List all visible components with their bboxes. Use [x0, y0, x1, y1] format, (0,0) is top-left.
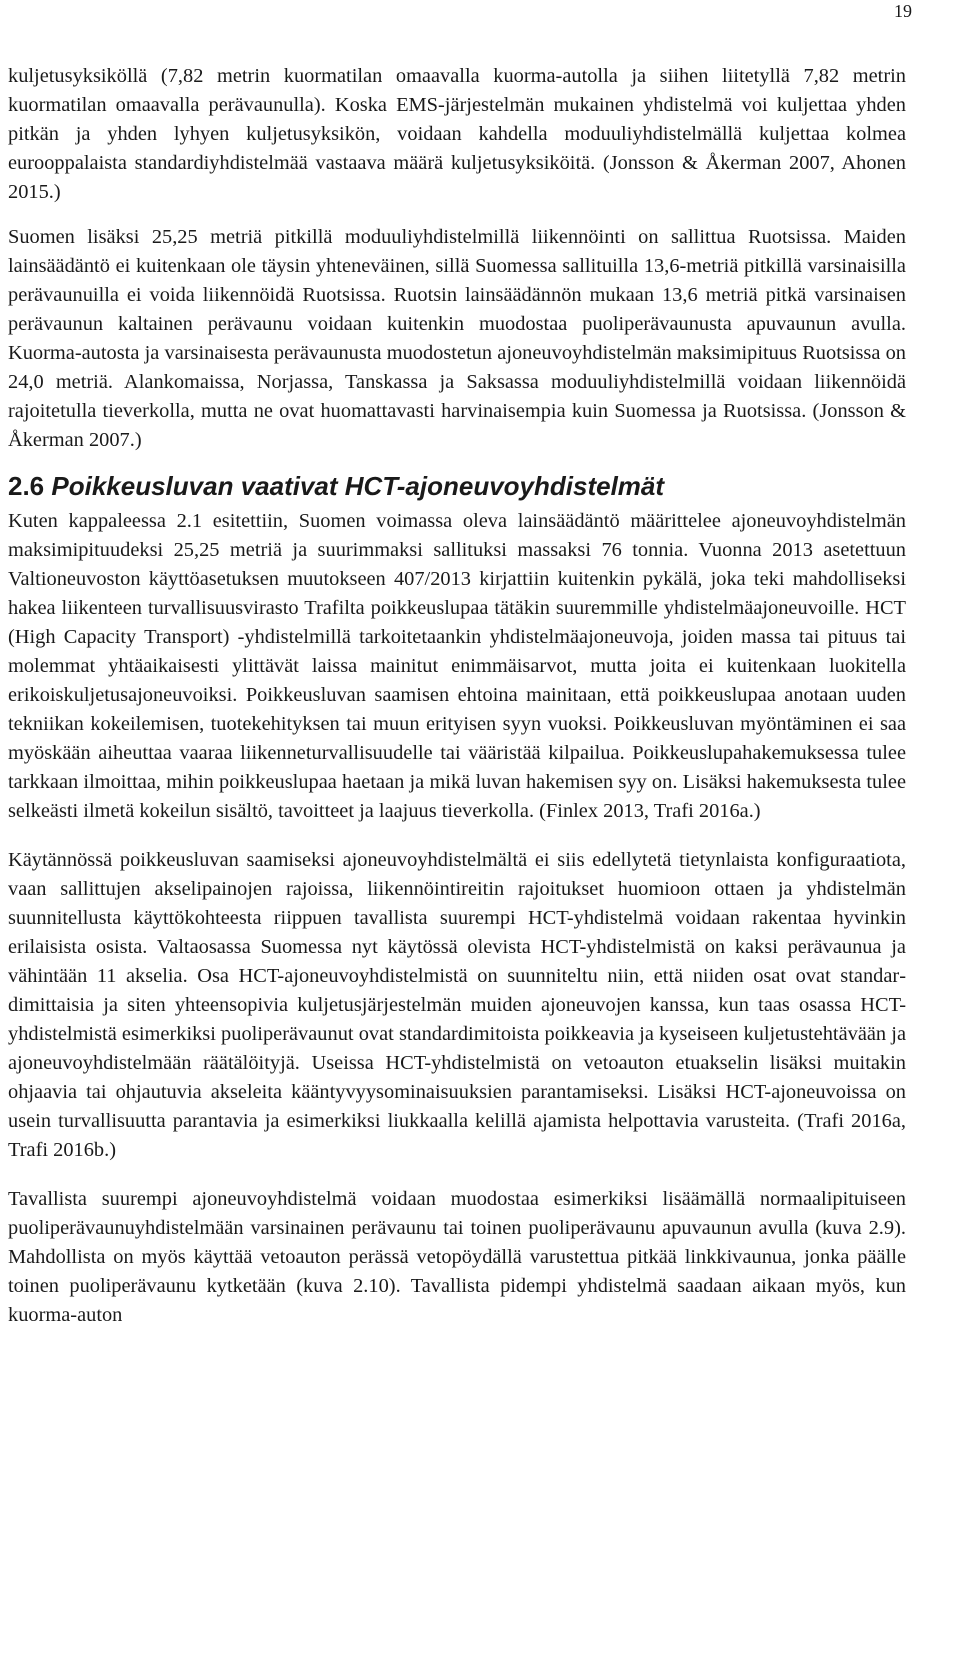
- section-title: Poikkeusluvan vaativat HCT-ajoneuvoyhdistelmät: [51, 471, 665, 501]
- paragraph-4: Käytännössä poikkeusluvan saamiseksi ajoneuvoyhdistelmältä ei siis edellytetä tietynlaista konfiguraatiota, vaan sallittujen akselipainojen rajoissa, liikennöintireitin rajoitukset huomioon ottaen ja yhdistelmän suunnitellusta käyttökohteesta riippuen tavallista suurempi HCT-yhdistelmä voidaan rakentaa hyvinkin erilaisista osista. Valtaosassa Suomessa nyt käytössä olevista HCT-yhdistelmistä on kaksi perävaunua ja vähintään 11 akselia. Osa HCT-ajoneuvoyhdistelmistä on suunniteltu niin, että niiden osat ovat standardimittaisia ja siten yhteensopivia kuljetusjärjestelmän muiden ajoneuvojen kanssa, kun taas osassa HCT-yhdistelmistä esimerkiksi puoliperävaunut ovat standardimitoista poikkeavia ja kyseiseen kuljetustehtävään ja ajoneuvoyhdistelmään räätälöityjä. Useissa HCT-yhdistelmistä on vetoauton etuakselin lisäksi muitakin ohjaavia tai ohjautuvia akseleita kääntyvyysominaisuuksien parantamiseksi. Lisäksi HCT-ajoneuvoissa on usein turvallisuutta parantavia ja esimerkiksi liukkaalla kelillä ajamista helpottavia varusteita. (Trafi 2016a, Trafi 2016b.): [8, 849, 906, 1161]
- section-number: 2.6: [8, 471, 45, 501]
- page-number: 19: [894, 1, 912, 21]
- paragraph-2: Suomen lisäksi 25,25 metriä pitkillä moduuliyhdistelmillä liikennöinti on sallittua Ruotsissa. Maiden lainsäädäntö ei kuitenkaan ole täysin yhteneväinen, sillä Suomessa sallituilla 13,6-metriä pitkillä varsinaisilla perävaunuilla ei voida liikennöidä Ruotsissa. Ruotsin lainsäädännön mukaan 13,6 metriä pitkä varsinaisen perävaunun kaltainen perävaunu voidaan kuitenkin muodostaa puoliperävaunusta apuvaunun avulla. Kuorma-autosta ja varsinaisesta perävaunusta muodostetun ajoneuvoyhdistelmän maksimipituus Ruotsissa on 24,0 metriä. Alankomaissa, Norjassa, Tanskassa ja Saksassa moduuliyhdistelmillä voidaan liikennöidä rajoitetulla tieverkolla, mutta ne ovat huomattavasti harvinaisempia kuin Suomessa ja Ruotsissa. (Jonsson & Åkerman 2007.): [8, 226, 906, 451]
- paragraph-1: kuljetusyksiköllä (7,82 metrin kuormatilan omaavalla kuorma-autolla ja siihen liitetyllä 7,82 metrin kuormatilan omaavalla perävaunulla). Koska EMS-järjestelmän mukainen yhdistelmä voi kuljettaa yhden pitkän ja yhden lyhyen kuljetusyksikön, voidaan kahdella moduuliyhdistelmällä kuljettaa kolmea eurooppalaista standardiyhdistelmää vastaava määrä kuljetusyksiköitä. (Jonsson & Åkerman 2007, Ahonen 2015.): [8, 65, 906, 203]
- section-heading: [8, 469, 906, 503]
- paragraph-3: Kuten kappaleessa 2.1 esitettiin, Suomen voimassa oleva lainsäädäntö määrittelee ajoneuvoyhdistelmän maksimipituudeksi 25,25 metriä ja suurimmaksi sallituksi massaksi 76 tonnia. Vuonna 2013 asetettuun Valtioneuvoston käyttöasetuksen muutokseen 407/2013 kirjattiin kuitenkin pykälä, joka teki mahdolliseksi hakea liikenteen turvallisuusvirasto Trafilta poikkeuslupaa tätäkin suuremmille yhdistelmäajoneuvoille. HCT (High Capacity Transport) -yhdistelmillä tarkoitetaankin yhdistelmäajoneuvoja, joiden massa tai pituus tai molemmat yhtäaikaisesti ylittävät laissa mainitut enimmäisarvot, mutta joita ei kuitenkaan luokitella erikoiskuljetusajoneuvoiksi. Poikkeusluvan saamisen ehtoina mainitaan, että poikkeuslupaa anotaan uuden tekniikan kokeilemisen, tuotekehityksen tai muun erityisen syyn vuoksi. Poikkeusluvan myöntäminen ei saa myöskään aiheuttaa vaaraa liikenneturvallisuudelle tai vääristää kilpailua. Poikkeuslupahakemuksessa tulee tarkkaan ilmoittaa, mihin poikkeuslupaa haetaan ja mikä luvan hakemisen syy on. Lisäksi hakemuksesta tulee selkeästi ilmetä kokeilun sisältö, tavoitteet ja laajuus tieverkolla. (Finlex 2013, Trafi 2016a.): [8, 510, 906, 822]
- paragraph-5: Tavallista suurempi ajoneuvoyhdistelmä voidaan muodostaa esimerkiksi lisäämällä normaalipituiseen puoliperävaunuyhdistelmään varsinainen perävaunu tai toinen puoliperävaunu apuvaunun avulla (kuva 2.9). Mahdollista on myös käyttää vetoauton perässä vetopöydällä varustettua pitkää linkkivaunua, jonka päälle toinen puoliperävaunu kytketään (kuva 2.10). Tavallista pidempi yhdistelmä saadaan aikaan myös, kun kuorma-auton: [8, 1188, 906, 1326]
- document-body: [8, 62, 906, 1330]
